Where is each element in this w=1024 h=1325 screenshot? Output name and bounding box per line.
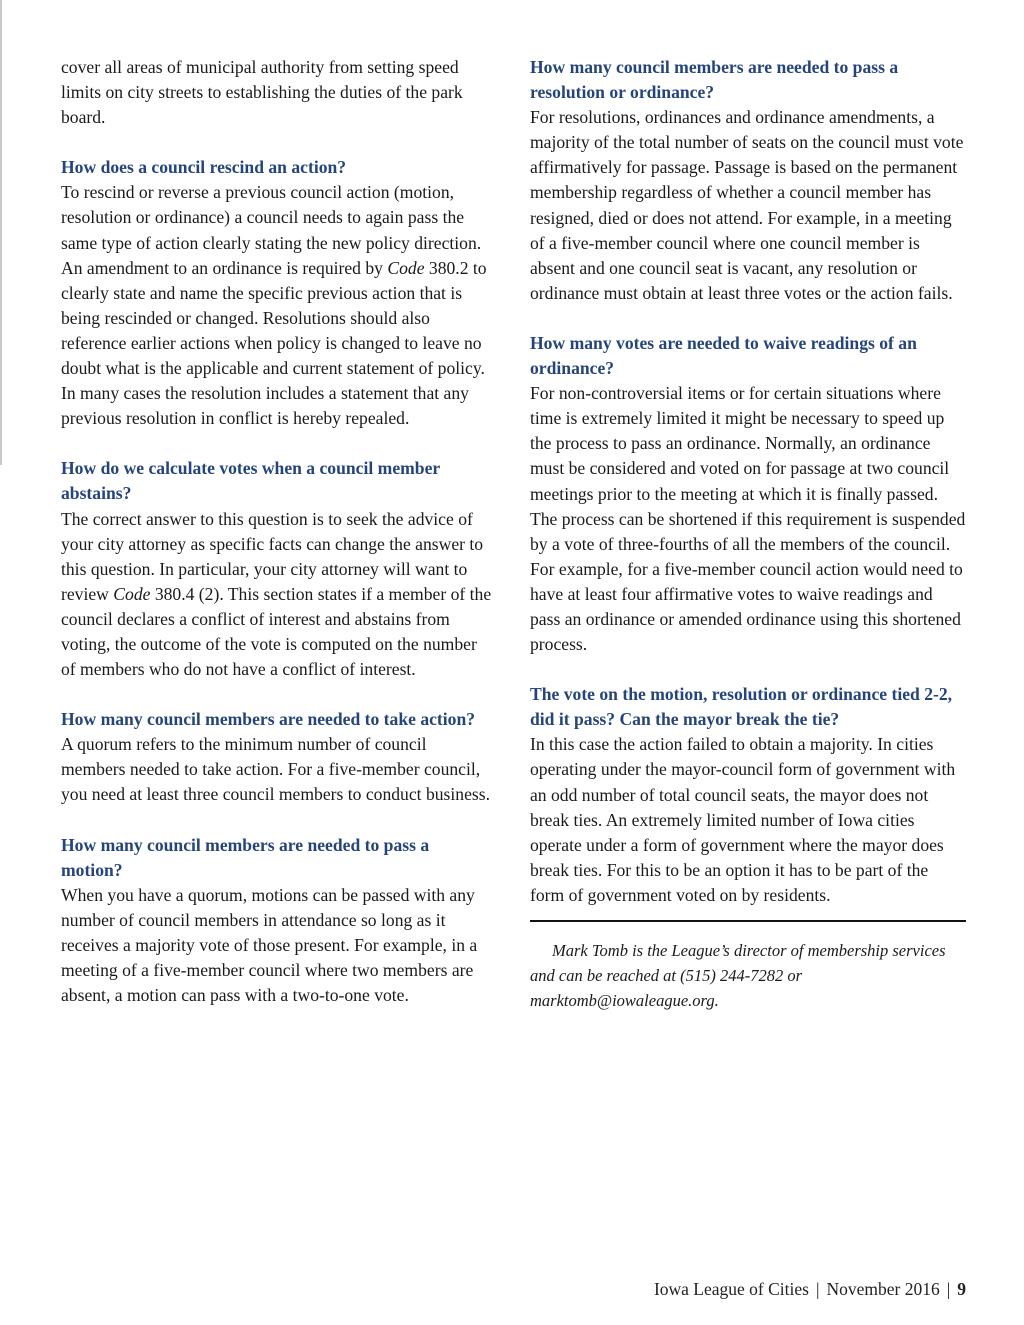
rescind-answer-part2: 380.2 to clearly state and name the specific previous action that is being rescinded or changed. Resolutions should also reference earlier actions when policy is changed to leave no doubt what is the applicable and current statement of policy. In many cases the resolution includes a statement that any previous resolution in conflict is hereby repealed. <box>61 257 487 429</box>
resolution-answer: For resolutions, ordinances and ordinance amendments, a majority of the total number of seats on the council must vote affirmatively for passage. Passage is based on the permanent membership regardless of whether a council member has resigned, died or does not attend. For example, in a meeting of a five-member council where one council member is absent and one council seat is vacant, any resolution or ordinance must obtain at least three votes or the action fails. <box>530 107 964 303</box>
rescind-section <box>61 155 493 431</box>
tie-answer: In this case the action failed to obtain a majority. In cities operating under the mayor-council form of government with an odd number of total council seats, the mayor does not break ties. An extremely limited number of Iowa cities operate under a form of government where the mayor does break ties. For this to be an option it has to be part of the form of government voted on by residents. <box>530 734 956 905</box>
footer-publication: Iowa League of Cities <box>653 1279 809 1299</box>
waive-section <box>530 331 966 657</box>
motion-section <box>61 833 493 1009</box>
motion-question: How many council members are needed to pass a motion? <box>61 834 430 880</box>
rescind-answer <box>61 180 493 431</box>
abstain-answer-part2: 380.4 (2). This section states if a member of the council declares a conflict of interest and abstains from voting, the outcome of the vote is computed on the number of members who do not have a conflict of interest. <box>61 583 492 680</box>
abstain-section <box>61 456 493 682</box>
rescind-question: How does a council rescind an action? <box>61 157 347 178</box>
footer-issue: November 2016 <box>826 1279 940 1299</box>
footer-separator-2: | <box>946 1279 951 1299</box>
footer-separator: | <box>815 1279 820 1299</box>
left-column <box>61 55 493 1033</box>
rescind-code-ref: Code <box>387 257 425 278</box>
abstain-question: How do we calculate votes when a council member abstains? <box>61 458 440 504</box>
resolution-section <box>530 55 966 306</box>
tie-section <box>530 682 966 908</box>
author-bio: Mark Tomb is the League’s director of membership services and can be reached at (515) 244-7282 or marktomb@iowaleague.org. <box>530 941 946 1010</box>
page-number: 9 <box>957 1279 966 1299</box>
quorum-question: How many council members are needed to take action? <box>61 709 476 730</box>
waive-answer: For non-controversial items or for certain situations where time is extremely limited it might be necessary to speed up the process to pass an ordinance. Normally, an ordinance must be considered and voted on for passage at two council meetings prior to the meeting at which it is finally passed. The process can be shortened if this requirement is suspended by a vote of three-fourths of all the members of the council. For example, for a five-member council action would need to have at least four affirmative votes to waive readings and pass an ordinance or amended ordinance using this shortened process. <box>530 383 966 655</box>
quorum-answer: A quorum refers to the minimum number of council members needed to take action. For a five-member council, you need at least three council members to conduct business. <box>61 734 490 805</box>
right-column <box>530 55 966 1013</box>
abstain-code-ref: Code <box>113 583 151 604</box>
page-edge-mark <box>0 0 2 465</box>
rescind-answer-part1: To rescind or reverse a previous council action (motion, resolution or ordinance) a council needs to again pass the same type of action clearly stating the new policy direction. An amendment to an ordinance is required by <box>61 182 482 278</box>
resolution-question: How many council members are needed to pass a resolution or ordinance? <box>530 57 899 103</box>
abstain-answer-part1: The correct answer to this question is to seek the advice of your city attorney as specific facts can change the answer to this question. In particular, your city attorney will want to review <box>61 508 484 604</box>
motion-answer: When you have a quorum, motions can be passed with any number of council members in attendance so long as it receives a majority vote of those present. For example, in a meeting of a five-member council where two members are absent, a motion can pass with a two-to-one vote. <box>61 884 478 1006</box>
waive-question: How many votes are needed to waive readings of an ordinance? <box>530 332 917 379</box>
quorum-section <box>61 707 493 807</box>
intro-paragraph: cover all areas of municipal authority from setting speed limits on city streets to establishing the duties of the park board. <box>61 57 463 128</box>
tie-question: The vote on the motion, resolution or ordinance tied 2-2, did it pass? Can the mayor break the tie? <box>530 684 953 730</box>
abstain-answer <box>61 507 493 683</box>
bio-divider <box>530 920 966 922</box>
page-footer <box>654 1279 966 1300</box>
